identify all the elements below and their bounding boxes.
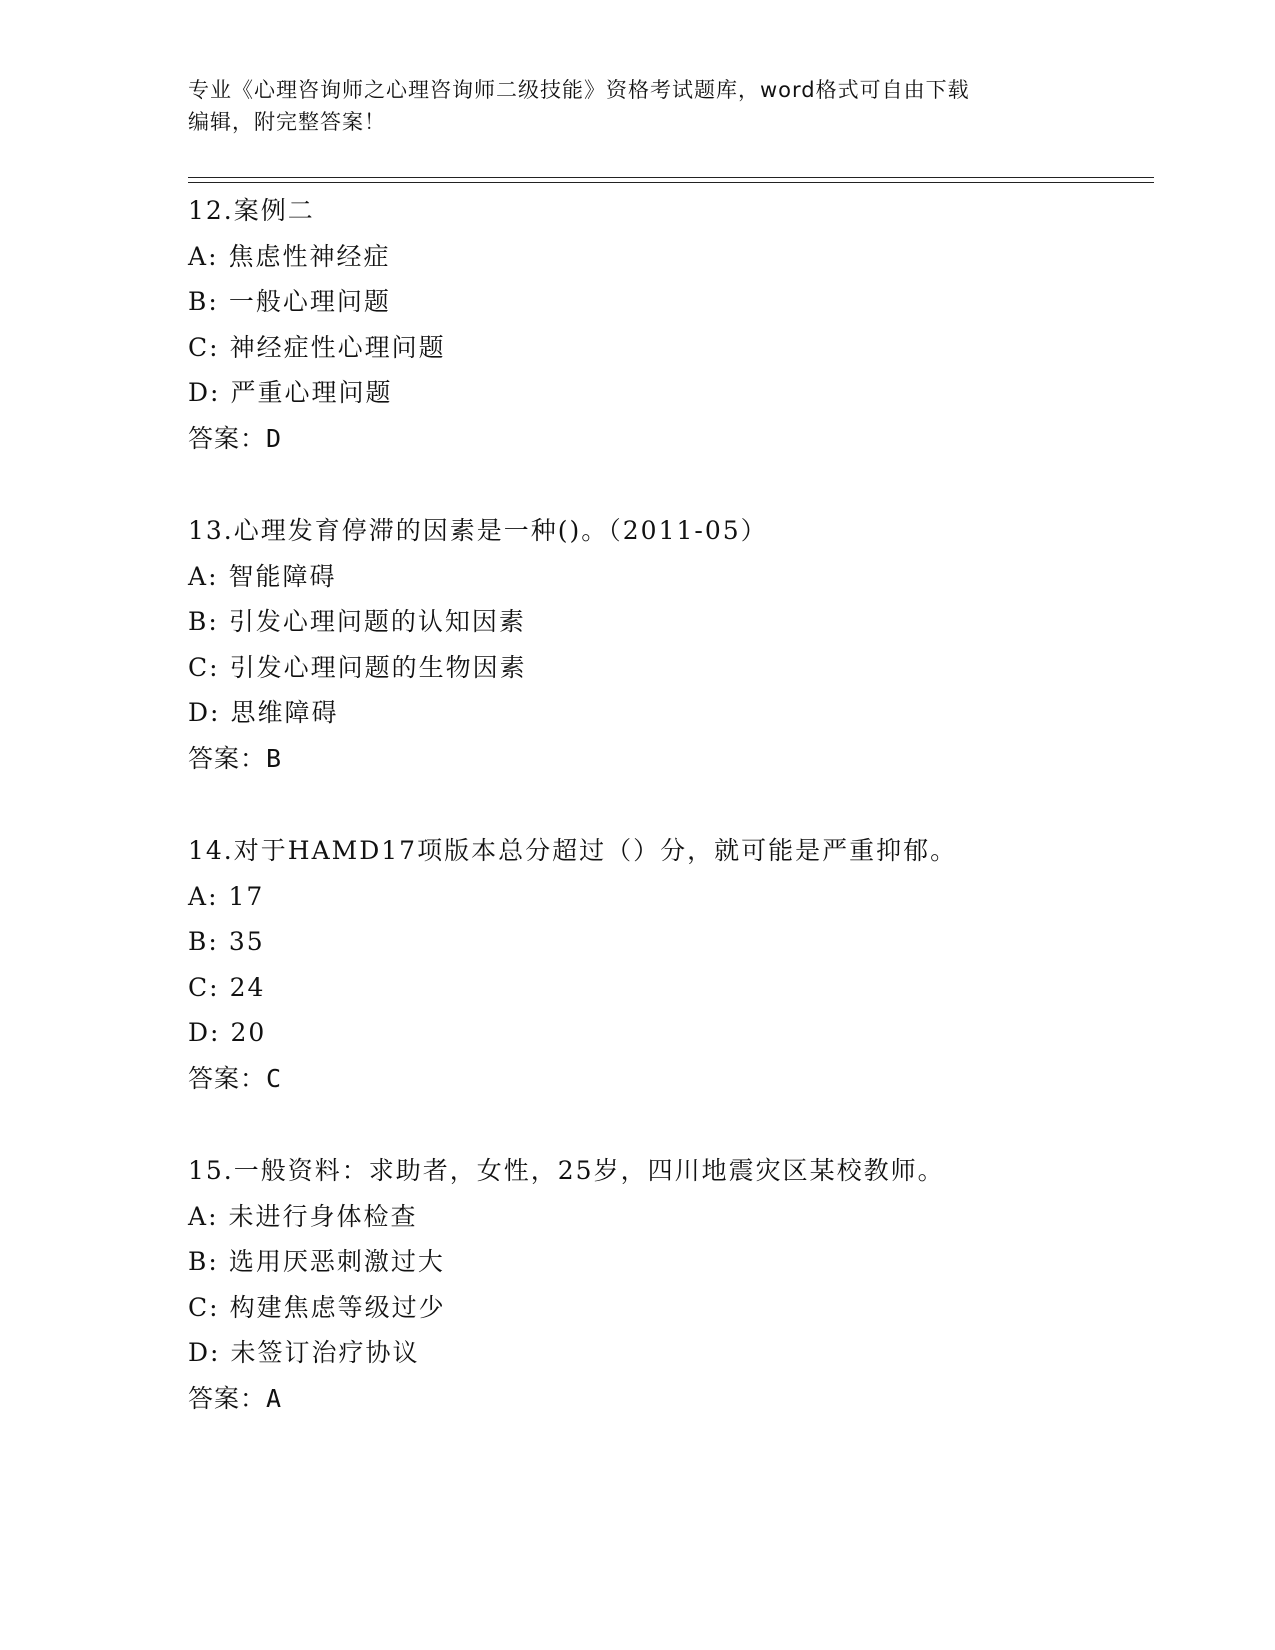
option-key: B (188, 287, 209, 317)
option-b (188, 279, 1148, 325)
option-key: D (188, 1018, 211, 1048)
option-b (188, 919, 1148, 965)
option-separator: : (209, 332, 220, 362)
question-stem (188, 508, 1148, 554)
option-key: B (188, 1247, 209, 1277)
question-text: 案例二 (233, 196, 315, 225)
question-text: 一般资料：求助者，女性，25岁，四川地震灾区某校教师。 (233, 1156, 945, 1185)
option-separator: : (210, 1338, 221, 1368)
option-separator: : (209, 1292, 220, 1322)
option-separator: : (209, 972, 220, 1002)
question-number: 14. (188, 836, 234, 865)
document-header (188, 74, 1088, 138)
question-number: 15. (188, 1156, 234, 1185)
option-key: D (188, 1338, 211, 1368)
option-d (188, 370, 1148, 416)
option-separator: : (208, 1247, 219, 1277)
option-a (188, 1194, 1148, 1240)
option-c (188, 965, 1148, 1011)
option-key: B (188, 607, 209, 637)
option-separator: : (209, 652, 220, 682)
option-text: 选用厌恶刺激过大 (228, 1247, 445, 1277)
answer-line (188, 1376, 1148, 1422)
question-text: 心理发育停滞的因素是一种()。（2011-05） (233, 516, 768, 545)
header-divider-bottom (188, 182, 1154, 183)
option-text: 24 (229, 972, 266, 1002)
option-d (188, 1010, 1148, 1056)
answer-label: 答案： (188, 1383, 267, 1413)
option-c (188, 645, 1148, 691)
option-text: 引发心理问题的认知因素 (228, 607, 526, 637)
option-b (188, 599, 1148, 645)
option-separator: : (208, 241, 219, 271)
option-key: C (188, 332, 210, 362)
option-a (188, 874, 1148, 920)
option-c (188, 1285, 1148, 1331)
option-key: C (188, 1292, 210, 1322)
option-key: A (188, 1201, 209, 1231)
option-b (188, 1239, 1148, 1285)
answer-label: 答案： (188, 1063, 267, 1093)
option-key: A (188, 561, 209, 591)
option-text: 焦虑性神经症 (228, 241, 391, 271)
question-number: 13. (188, 516, 234, 545)
option-text: 构建焦虑等级过少 (229, 1292, 446, 1322)
answer-value: B (266, 743, 284, 773)
header-line-2: 编辑，附完整答案！ (188, 110, 386, 134)
option-key: B (188, 927, 209, 957)
option-separator: : (208, 561, 219, 591)
header-divider-top (188, 177, 1154, 178)
question-14 (188, 828, 1148, 1102)
option-d (188, 1330, 1148, 1376)
question-15 (188, 1148, 1148, 1422)
answer-line (188, 736, 1148, 782)
option-separator: : (210, 378, 221, 408)
question-number: 12. (188, 196, 234, 225)
option-text: 20 (230, 1018, 267, 1048)
option-separator: : (210, 698, 221, 728)
option-text: 智能障碍 (228, 561, 337, 591)
header-line-1: 专业《心理咨询师之心理咨询师二级技能》资格考试题库，word格式可自由下载 (188, 78, 970, 102)
answer-value: C (266, 1063, 284, 1093)
option-separator: : (208, 1201, 219, 1231)
option-text: 思维障碍 (230, 698, 339, 728)
option-separator: : (208, 287, 219, 317)
option-key: D (188, 698, 211, 728)
answer-label: 答案： (188, 743, 267, 773)
option-a (188, 234, 1148, 280)
option-text: 未签订治疗协议 (230, 1338, 420, 1368)
answer-line (188, 1056, 1148, 1102)
option-text: 一般心理问题 (228, 287, 391, 317)
question-stem (188, 188, 1148, 234)
option-text: 引发心理问题的生物因素 (229, 652, 527, 682)
answer-value: A (266, 1383, 284, 1413)
option-separator: : (208, 607, 219, 637)
question-12 (188, 188, 1148, 462)
option-text: 未进行身体检查 (228, 1201, 418, 1231)
question-text: 对于HAMD17项版本总分超过（）分，就可能是严重抑郁。 (233, 836, 958, 865)
option-text: 神经症性心理问题 (229, 332, 446, 362)
option-d (188, 690, 1148, 736)
option-separator: : (208, 927, 219, 957)
option-separator: : (210, 1018, 221, 1048)
option-text: 17 (228, 881, 265, 911)
question-stem (188, 1148, 1148, 1194)
option-separator: : (208, 881, 219, 911)
answer-line (188, 416, 1148, 462)
answer-label: 答案： (188, 423, 267, 453)
answer-value: D (266, 423, 284, 453)
question-13 (188, 508, 1148, 782)
option-text: 严重心理问题 (230, 378, 393, 408)
option-text: 35 (228, 927, 265, 957)
option-key: C (188, 652, 210, 682)
option-key: C (188, 972, 210, 1002)
option-c (188, 325, 1148, 371)
option-key: D (188, 378, 211, 408)
option-a (188, 554, 1148, 600)
question-stem (188, 828, 1148, 874)
option-key: A (188, 241, 209, 271)
option-key: A (188, 881, 209, 911)
